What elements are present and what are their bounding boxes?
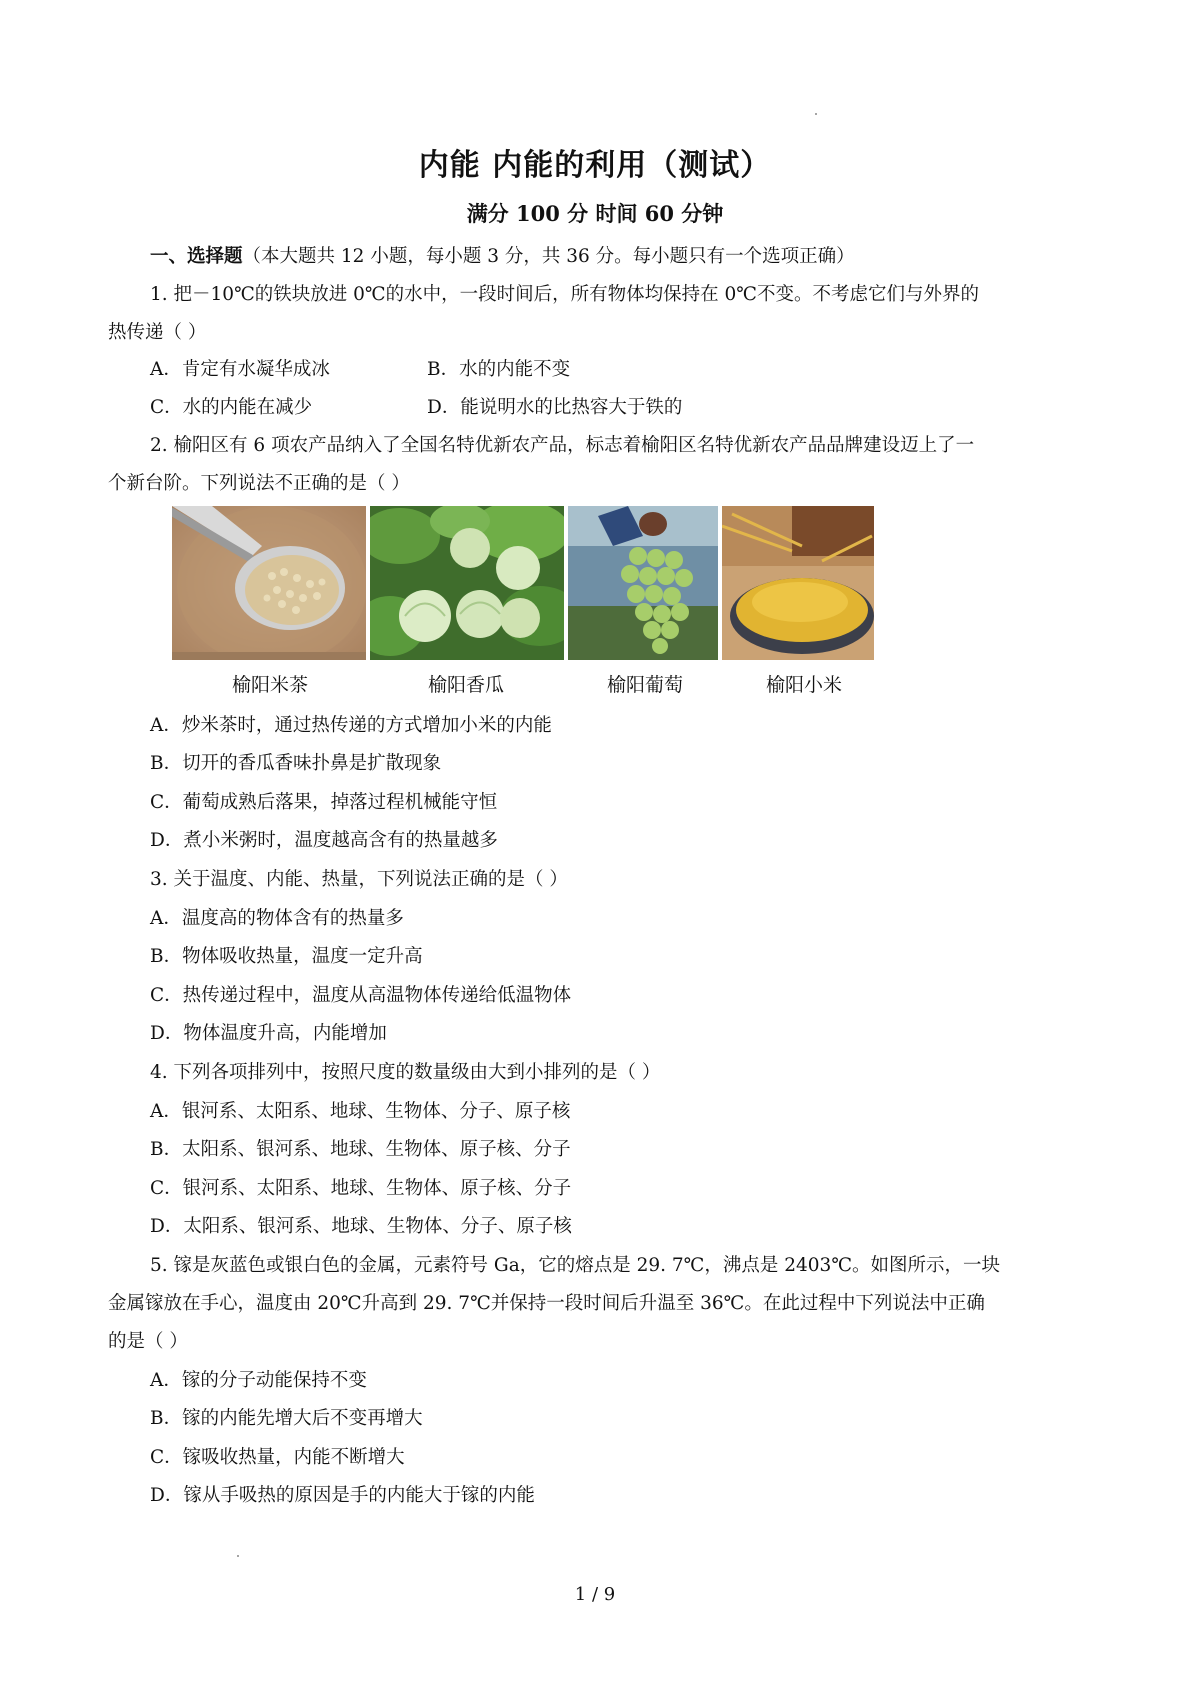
q1-stem-line1: 1. 把－10℃的铁块放进 0℃的水中，一段时间后，所有物体均保持在 0℃不变。不考虑它们与外界的 (150, 284, 979, 305)
rice-tea-photo (172, 506, 366, 660)
q2-option-d: D．煮小米粥时，温度越高含有的热量越多 (150, 830, 498, 851)
q2-option-b: B．切开的香瓜香味扑鼻是扩散现象 (150, 753, 442, 774)
q2-option-a: A．炒米茶时，通过热传递的方式增加小米的内能 (150, 715, 552, 736)
q1-stem-line2: 热传递（ ） (108, 322, 207, 343)
photo-caption-grape: 榆阳葡萄 (607, 674, 684, 696)
q3-option-b: B．物体吸收热量，温度一定升高 (150, 946, 423, 967)
q3-stem: 3. 关于温度、内能、热量，下列说法正确的是（ ） (150, 869, 568, 890)
section-heading: 一、选择题 (150, 246, 243, 267)
q4-option-b: B．太阳系、银河系、地球、生物体、原子核、分子 (150, 1139, 571, 1160)
speck-mark (815, 113, 817, 115)
q2-stem-line1: 2. 榆阳区有 6 项农产品纳入了全国名特优新农产品，标志着榆阳区名特优新农产品品牌建设迈上了一 (150, 435, 975, 456)
q5-option-d: D．镓从手吸热的原因是手的内能大于镓的内能 (150, 1485, 535, 1506)
section-note: （本大题共 12 小题，每小题 3 分，共 36 分。每小题只有一个选项正确） (242, 246, 855, 267)
photo-caption-rice-tea: 榆阳米茶 (232, 674, 309, 696)
q2-option-c: C．葡萄成熟后落果，掉落过程机械能守恒 (150, 792, 498, 813)
q4-stem: 4. 下列各项排列中，按照尺度的数量级由大到小排列的是（ ） (150, 1062, 661, 1083)
q5-option-c: C．镓吸收热量，内能不断增大 (150, 1447, 405, 1468)
millet-photo (722, 506, 874, 660)
melon-photo (370, 506, 564, 660)
q5-stem-line1: 5. 镓是灰蓝色或银白色的金属，元素符号 Ga，它的熔点是 29. 7℃，沸点是 2403℃。如图所示，一块 (150, 1255, 1001, 1276)
section-header (150, 244, 1130, 270)
q1-option-c: C．水的内能在减少 (150, 397, 313, 418)
product-photos (172, 506, 874, 660)
q3-option-a: A．温度高的物体含有的热量多 (150, 908, 404, 929)
q3-option-c: C．热传递过程中，温度从高温物体传递给低温物体 (150, 985, 572, 1006)
grape-photo (568, 506, 718, 660)
speck-mark (237, 1555, 239, 1557)
q4-option-c: C．银河系、太阳系、地球、生物体、原子核、分子 (150, 1178, 572, 1199)
q5-stem-line2: 金属镓放在手心，温度由 20℃升高到 29. 7℃并保持一段时间后升温至 36℃。在此过程中下列说法中正确 (108, 1293, 985, 1314)
q5-option-a: A．镓的分子动能保持不变 (150, 1370, 367, 1391)
q3-option-d: D．物体温度升高，内能增加 (150, 1023, 387, 1044)
q1-option-b: B．水的内能不变 (427, 359, 571, 380)
page-title: 内能 内能的利用（测试） (418, 148, 772, 183)
q4-option-d: D．太阳系、银河系、地球、生物体、分子、原子核 (150, 1216, 572, 1237)
q5-stem-line3: 的是（ ） (108, 1331, 188, 1352)
page-subtitle: 满分 100 分 时间 60 分钟 (466, 201, 724, 226)
q5-option-b: B．镓的内能先增大后不变再增大 (150, 1408, 423, 1429)
photo-caption-melon: 榆阳香瓜 (428, 674, 505, 696)
photo-caption-millet: 榆阳小米 (766, 674, 843, 696)
q1-option-d: D．能说明水的比热容大于铁的 (427, 397, 683, 418)
q4-option-a: A．银河系、太阳系、地球、生物体、分子、原子核 (150, 1101, 571, 1122)
q2-stem-line2: 个新台阶。下列说法不正确的是（ ） (108, 473, 410, 494)
q1-option-a: A．肯定有水凝华成冰 (150, 359, 330, 380)
page-number: 1 / 9 (574, 1584, 616, 1605)
